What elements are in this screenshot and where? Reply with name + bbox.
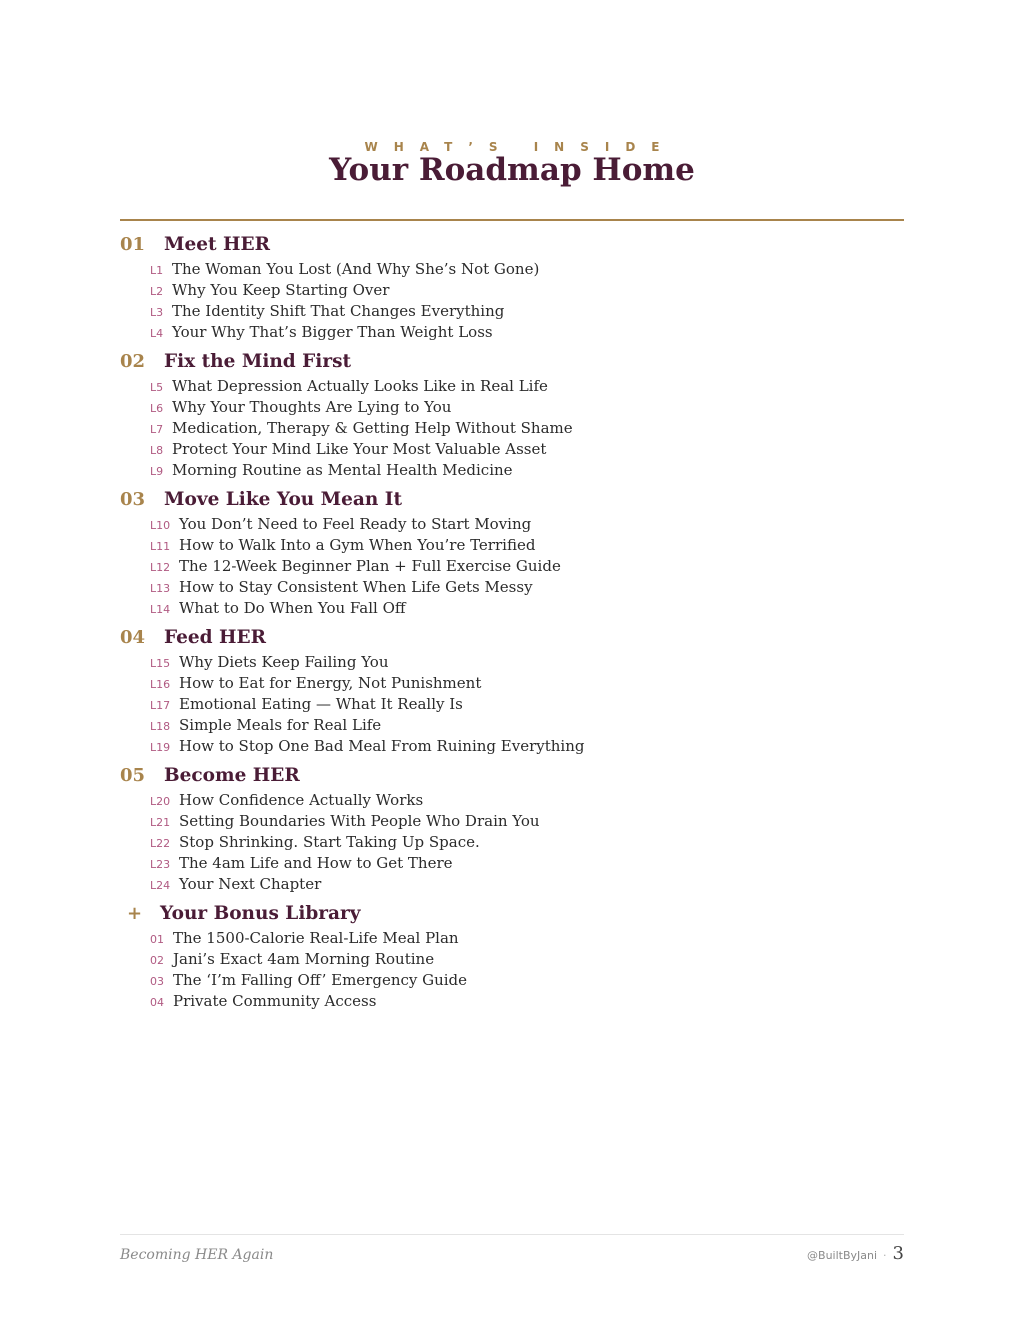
lesson-title: How to Walk Into a Gym When You’re Terrified (179, 536, 536, 554)
lesson-item[interactable] (120, 534, 904, 555)
footer-right (807, 1243, 904, 1264)
lesson-item[interactable] (120, 714, 904, 735)
bonus-number: 04 (150, 996, 164, 1009)
bonus-number: 03 (150, 975, 164, 988)
section-header[interactable] (120, 625, 904, 651)
lesson-item[interactable] (120, 258, 904, 279)
section-header[interactable] (120, 349, 904, 375)
lesson-number: L9 (150, 465, 164, 478)
lesson-number: L18 (150, 720, 171, 733)
lesson-title: Protect Your Mind Like Your Most Valuable Asset (172, 440, 547, 458)
lesson-item[interactable] (120, 651, 904, 672)
lesson-item[interactable] (120, 438, 904, 459)
bonus-title: The 1500-Calorie Real-Life Meal Plan (173, 929, 459, 947)
lesson-item[interactable] (120, 555, 904, 576)
section-fix-the-mind-first (120, 349, 904, 480)
lesson-item[interactable] (120, 279, 904, 300)
lesson-item[interactable] (120, 513, 904, 534)
section-number: 01 (120, 234, 146, 255)
lesson-title: How Confidence Actually Works (179, 791, 424, 809)
lesson-number: L21 (150, 816, 171, 829)
lesson-number: L16 (150, 678, 171, 691)
lesson-title: Simple Meals for Real Life (179, 716, 382, 734)
lesson-item[interactable] (120, 321, 904, 342)
lesson-item[interactable] (120, 873, 904, 894)
lesson-item[interactable] (120, 375, 904, 396)
lesson-number: L19 (150, 741, 171, 754)
section-number: 03 (120, 489, 146, 510)
lesson-title: The Identity Shift That Changes Everything (172, 302, 505, 320)
lesson-title: Stop Shrinking. Start Taking Up Space. (179, 833, 480, 851)
bonus-title: Private Community Access (173, 992, 377, 1010)
lesson-item[interactable] (120, 735, 904, 756)
bonus-title: The ‘I’m Falling Off’ Emergency Guide (173, 971, 468, 989)
lesson-item[interactable] (120, 576, 904, 597)
bonus-item[interactable] (120, 948, 904, 969)
lesson-number: L14 (150, 603, 171, 616)
lesson-title: How to Stay Consistent When Life Gets Messy (179, 578, 533, 596)
lesson-number: L8 (150, 444, 164, 457)
section-title: Move Like You Mean It (164, 489, 402, 510)
section-title: Become HER (164, 765, 300, 786)
footer-handle: @BuiltByJani (807, 1249, 878, 1262)
section-header[interactable] (120, 901, 904, 927)
lesson-title: The 12-Week Beginner Plan + Full Exercise Guide (179, 557, 561, 575)
lesson-number: L17 (150, 699, 171, 712)
lesson-number: L13 (150, 582, 171, 595)
lesson-number: L23 (150, 858, 171, 871)
lesson-number: L7 (150, 423, 164, 436)
lesson-title: How to Stop One Bad Meal From Ruining Everything (179, 737, 585, 755)
section-title: Your Bonus Library (160, 903, 361, 924)
page-number: 3 (892, 1243, 904, 1264)
lesson-title: You Don’t Need to Feel Ready to Start Moving (179, 515, 532, 533)
section-title: Fix the Mind First (164, 351, 352, 372)
section-title: Feed HER (164, 627, 266, 648)
section-number: 02 (120, 351, 146, 372)
lesson-title: The 4am Life and How to Get There (179, 854, 453, 872)
lesson-item[interactable] (120, 417, 904, 438)
lesson-number: L10 (150, 519, 171, 532)
lesson-number: L20 (150, 795, 171, 808)
lesson-number: L5 (150, 381, 164, 394)
lesson-title: What Depression Actually Looks Like in Real Life (172, 377, 548, 395)
bonus-item[interactable] (120, 927, 904, 948)
section-move-like-you-mean-it (120, 487, 904, 618)
lesson-item[interactable] (120, 831, 904, 852)
lesson-item[interactable] (120, 693, 904, 714)
page-title: Your Roadmap Home (329, 152, 695, 188)
section-number: 04 (120, 627, 146, 648)
lesson-item[interactable] (120, 459, 904, 480)
lesson-item[interactable] (120, 597, 904, 618)
lesson-item[interactable] (120, 810, 904, 831)
section-header[interactable] (120, 232, 904, 258)
lesson-title: Morning Routine as Mental Health Medicine (172, 461, 513, 479)
lesson-title: The Woman You Lost (And Why She’s Not Gone) (172, 260, 540, 278)
lesson-title: Your Next Chapter (179, 875, 322, 893)
header-divider (120, 219, 904, 221)
bonus-title: Jani’s Exact 4am Morning Routine (173, 950, 435, 968)
lesson-number: L2 (150, 285, 164, 298)
footer-separator: · (883, 1249, 887, 1262)
lesson-title: Emotional Eating — What It Really Is (179, 695, 463, 713)
bonus-item[interactable] (120, 990, 904, 1011)
lesson-item[interactable] (120, 300, 904, 321)
table-of-contents (120, 232, 904, 1018)
lesson-number: L4 (150, 327, 164, 340)
footer-book-title: Becoming HER Again (120, 1247, 274, 1263)
section-number: 05 (120, 765, 146, 786)
section-header[interactable] (120, 487, 904, 513)
section-become-her (120, 763, 904, 894)
section-title: Meet HER (164, 234, 270, 255)
lesson-number: L1 (150, 264, 164, 277)
section-feed-her (120, 625, 904, 756)
lesson-number: L3 (150, 306, 164, 319)
lesson-title: Your Why That’s Bigger Than Weight Loss (172, 323, 493, 341)
section-meet-her (120, 232, 904, 342)
lesson-title: Medication, Therapy & Getting Help Without Shame (172, 419, 573, 437)
eyebrow-label: WHAT’S INSIDE (364, 140, 676, 154)
plus-icon: + (127, 903, 143, 924)
lesson-title: Why Diets Keep Failing You (179, 653, 389, 671)
bonus-number: 01 (150, 933, 164, 946)
lesson-number: L11 (150, 540, 171, 553)
section-bonus-library (120, 901, 904, 1011)
lesson-title: What to Do When You Fall Off (179, 599, 406, 617)
lesson-number: L22 (150, 837, 171, 850)
lesson-number: L12 (150, 561, 171, 574)
lesson-number: L15 (150, 657, 171, 670)
bonus-number: 02 (150, 954, 164, 967)
lesson-number: L6 (150, 402, 164, 415)
lesson-item[interactable] (120, 852, 904, 873)
lesson-title: Setting Boundaries With People Who Drain You (179, 812, 540, 830)
lesson-title: How to Eat for Energy, Not Punishment (179, 674, 482, 692)
lesson-title: Why Your Thoughts Are Lying to You (172, 398, 452, 416)
lesson-number: L24 (150, 879, 171, 892)
lesson-item[interactable] (120, 672, 904, 693)
bonus-item[interactable] (120, 969, 904, 990)
footer-divider (120, 1234, 904, 1235)
lesson-title: Why You Keep Starting Over (172, 281, 390, 299)
section-header[interactable] (120, 763, 904, 789)
lesson-item[interactable] (120, 396, 904, 417)
lesson-item[interactable] (120, 789, 904, 810)
